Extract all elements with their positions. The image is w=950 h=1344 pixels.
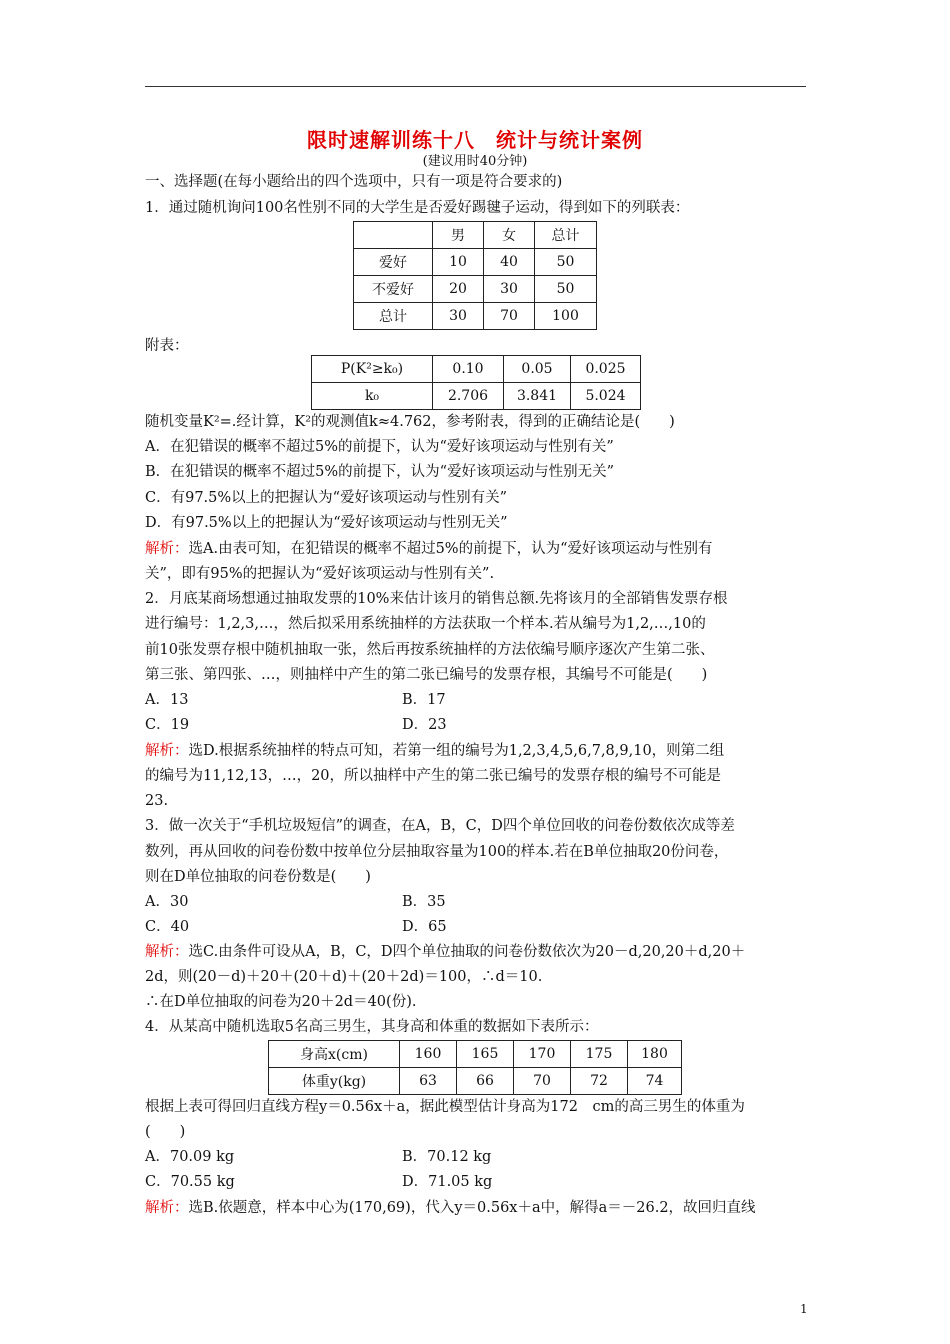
q2-stem-line: 进行编号：1,2,3,…，然后拟采用系统抽样的方法获取一个样本.若从编号为1,2,…,10的: [145, 616, 706, 632]
analysis-label: 解析：: [145, 541, 189, 557]
table-cell: 63: [400, 1068, 457, 1095]
q3-analysis-line: ∴在D单位抽取的问卷为20＋2d＝40(份).: [145, 994, 417, 1010]
q1-option-a: A．在犯错误的概率不超过5%的前提下，认为“爱好该项运动与性别有关”: [145, 439, 614, 455]
table-row: [354, 276, 597, 303]
q2-option-c: C．19: [145, 717, 190, 733]
analysis-text: 选D.根据系统抽样的特点可知，若第一组的编号为1,2,3,4,5,6,7,8,9,10，则第二组: [188, 743, 725, 759]
page-number: 1: [800, 1302, 808, 1316]
table-cell: 66: [457, 1068, 514, 1095]
table-cell: 72: [571, 1068, 628, 1095]
q4-option-b: B．70.12 kg: [402, 1149, 492, 1165]
table-cell: 40: [484, 249, 535, 276]
table-cell: 10: [433, 249, 484, 276]
q2-analysis-line: 的编号为11,12,13，…，20，所以抽样中产生的第二张已编号的发票存根的编号不可能是: [145, 768, 722, 784]
q3-analysis: [145, 943, 745, 961]
q4-text-line: ( ): [145, 1124, 186, 1140]
table-row: [354, 303, 597, 330]
q2-option-d: D．23: [402, 717, 447, 733]
analysis-text: 选B.依题意，样本中心为(170,69)，代入y＝0.56x＋a中，解得a＝－26.2，故回归直线: [188, 1200, 756, 1216]
table-cell: 总计: [535, 222, 597, 249]
q3-option-a: A．30: [145, 894, 189, 910]
page-subtitle: (建议用时40分钟): [422, 154, 528, 169]
table-row: [269, 1068, 682, 1095]
q2-stem-line: 第三张、第四张、…，则抽样中产生的第二张已编号的发票存根，其编号不可能是( ): [145, 667, 708, 683]
q4-text-line: 根据上表可得回归直线方程y＝0.56x＋a，据此模型估计身高为172 cm的高三男生的体重为: [145, 1099, 745, 1115]
table-cell: 70: [484, 303, 535, 330]
q2-analysis-line: 23.: [145, 793, 169, 809]
q3-stem-line: 3．做一次关于“手机垃圾短信”的调查，在A，B，C，D四个单位回收的问卷份数依次成等差: [145, 818, 735, 834]
section-heading: 一、选择题(在每小题给出的四个选项中，只有一项是符合要求的): [145, 174, 563, 190]
q1-stem: 1．通过随机询问100名性别不同的大学生是否爱好踢毽子运动，得到如下的列联表：: [145, 200, 690, 216]
q3-option-b: B．35: [402, 894, 446, 910]
table-cell: 50: [535, 249, 597, 276]
table-cell: 男: [433, 222, 484, 249]
analysis-text: 选C.由条件可设从A，B，C，D四个单位抽取的问卷份数依次为20－d,20,20＋d,20＋: [188, 944, 746, 960]
q2-stem-line: 前10张发票存根中随机抽取一张，然后再按系统抽样的方法依编号顺序逐次产生第二张、: [145, 642, 715, 658]
q4-option-a: A．70.09 kg: [145, 1149, 235, 1165]
analysis-label: 解析：: [145, 944, 189, 960]
table-cell: 0.05: [504, 356, 571, 383]
table-row: [269, 1041, 682, 1068]
table-cell: 74: [628, 1068, 682, 1095]
q3-option-c: C．40: [145, 919, 190, 935]
q4-option-c: C．70.55 kg: [145, 1174, 235, 1190]
q1-contingency-table: [353, 221, 597, 330]
table-cell: 3.841: [504, 383, 571, 410]
table-cell: 爱好: [354, 249, 433, 276]
table-cell: 不爱好: [354, 276, 433, 303]
table-cell: [354, 222, 433, 249]
table-row: [312, 383, 641, 410]
header-rule: [145, 86, 806, 87]
q2-analysis: [145, 742, 724, 760]
table-row: [354, 249, 597, 276]
q3-stem-line: 数列，再从回收的问卷份数中按单位分层抽取容量为100的样本.若在B单位抽取20份问卷，: [145, 844, 729, 860]
q1-option-b: B．在犯错误的概率不超过5%的前提下，认为“爱好该项运动与性别无关”: [145, 464, 614, 480]
q4-analysis: [145, 1199, 756, 1217]
table-cell: k₀: [312, 383, 433, 410]
q2-stem-line: 2．月底某商场想通过抽取发票的10%来估计该月的销售总额.先将该月的全部销售发票存根: [145, 591, 728, 607]
table-cell: 100: [535, 303, 597, 330]
table-cell: P(K²≥k₀): [312, 356, 433, 383]
table-cell: 5.024: [571, 383, 641, 410]
q1-analysis-line: 关”，即有95%的把握认为“爱好该项运动与性别有关”.: [145, 566, 495, 582]
table-cell: 170: [514, 1041, 571, 1068]
table-cell: 2.706: [433, 383, 504, 410]
table-cell: 30: [433, 303, 484, 330]
appendix-label: 附表：: [145, 338, 189, 354]
q1-option-d: D．有97.5%以上的把握认为“爱好该项运动与性别无关”: [145, 515, 508, 531]
q1-appendix-table: [311, 355, 641, 410]
table-cell: 180: [628, 1041, 682, 1068]
q4-stem: 4．从某高中随机选取5名高三男生，其身高和体重的数据如下表所示：: [145, 1019, 599, 1035]
q1-text: 随机变量K²=.经计算，K²的观测值k≈4.762，参考附表，得到的正确结论是( ): [145, 414, 675, 430]
q1-option-c: C．有97.5%以上的把握认为“爱好该项运动与性别有关”: [145, 490, 507, 506]
table-cell: 165: [457, 1041, 514, 1068]
analysis-text: 选A.由表可知，在犯错误的概率不超过5%的前提下，认为“爱好该项运动与性别有: [188, 541, 713, 557]
q2-option-b: B．17: [402, 692, 446, 708]
table-row: [312, 356, 641, 383]
table-cell: 30: [484, 276, 535, 303]
page-title: 限时速解训练十八 统计与统计案例: [307, 128, 643, 152]
table-cell: 0.10: [433, 356, 504, 383]
table-cell: 0.025: [571, 356, 641, 383]
table-cell: 50: [535, 276, 597, 303]
q3-stem-line: 则在D单位抽取的问卷份数是( ): [145, 869, 371, 885]
table-cell: 总计: [354, 303, 433, 330]
q3-option-d: D．65: [402, 919, 447, 935]
q3-analysis-line: 2d，则(20－d)＋20＋(20＋d)＋(20＋2d)＝100，∴d＝10.: [145, 969, 543, 985]
table-cell: 20: [433, 276, 484, 303]
q4-data-table: [268, 1040, 682, 1095]
table-cell: 身高x(cm): [269, 1041, 400, 1068]
analysis-label: 解析：: [145, 743, 189, 759]
analysis-label: 解析：: [145, 1200, 189, 1216]
q2-option-a: A．13: [145, 692, 189, 708]
table-cell: 女: [484, 222, 535, 249]
q4-option-d: D．71.05 kg: [402, 1174, 493, 1190]
table-cell: 160: [400, 1041, 457, 1068]
table-cell: 70: [514, 1068, 571, 1095]
table-cell: 175: [571, 1041, 628, 1068]
table-cell: 体重y(kg): [269, 1068, 400, 1095]
q1-analysis: [145, 540, 713, 558]
table-row: [354, 222, 597, 249]
